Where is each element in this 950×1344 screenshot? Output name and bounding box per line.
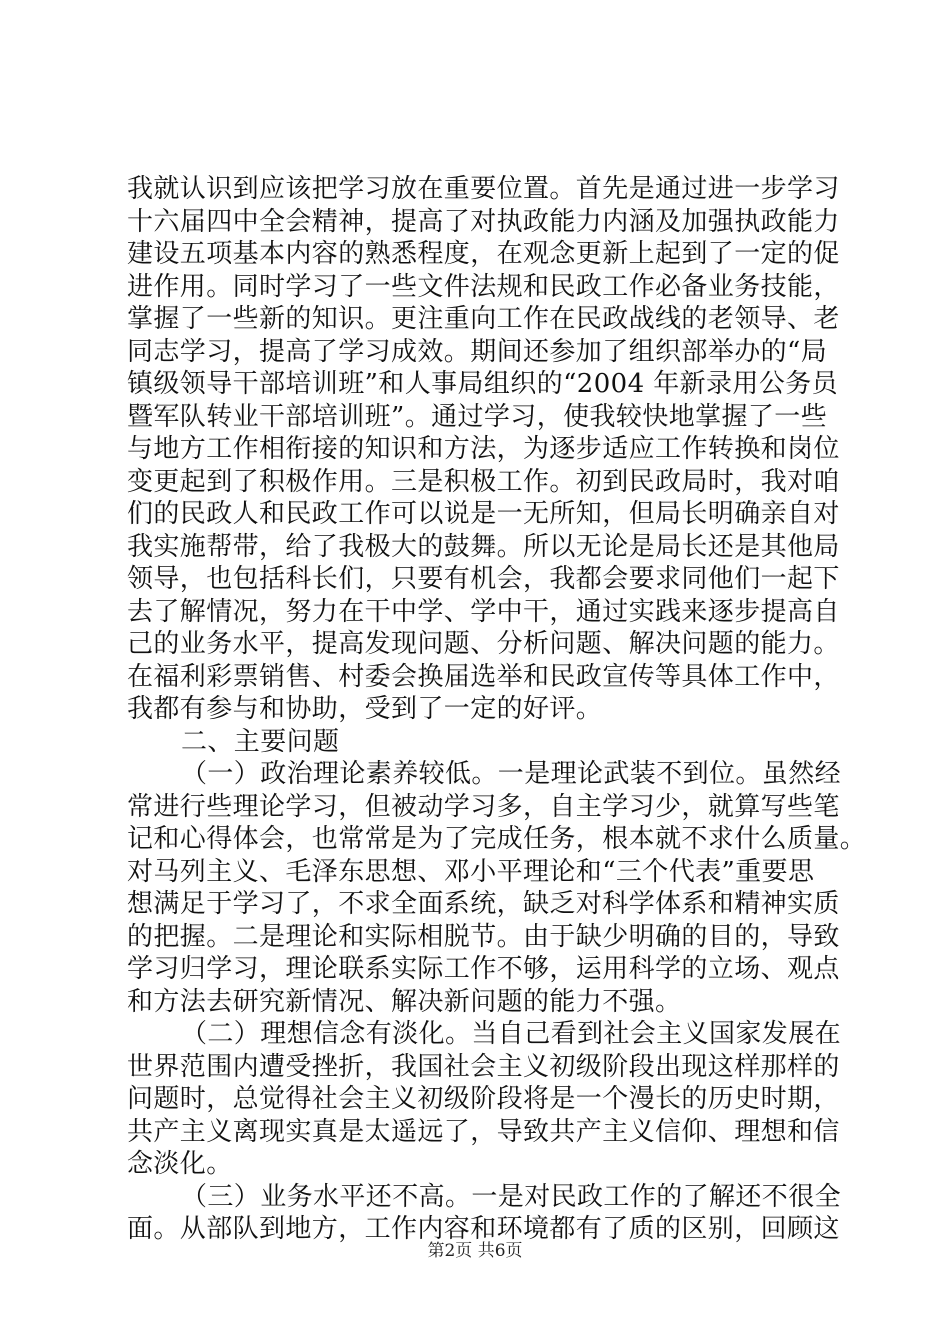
text-line: 的把握。二是理论和实际相脱节。由于缺少明确的目的，导致 (127, 921, 840, 952)
text-line: 我就认识到应该把学习放在重要位置。首先是通过进一步学习 (127, 174, 840, 204)
text-line: 共产主义离现实真是太遥远了，导致共产主义信仰、理想和信 (127, 1116, 840, 1147)
text-line: 我都有参与和协助，受到了一定的好评。 (127, 694, 603, 724)
text-line: 面。从部队到地方，工作内容和环境都有了质的区别，回顾这 (127, 1214, 840, 1244)
text-line: 我实施帮带，给了我极大的鼓舞。所以无论是局长还是其他局 (127, 531, 840, 562)
paragraph-start-line: （三）业务水平还不高。一是对民政工作的了解还不很全 (181, 1181, 842, 1212)
text-line: 同志学习，提高了学习成效。期间还参加了组织部举办的“局 (127, 336, 828, 367)
text-line: 和方法去研究新情况、解决新问题的能力不强。 (127, 986, 682, 1017)
text-line: 世界范围内遭受挫折，我国社会主义初级阶段出现这样那样的 (127, 1051, 840, 1082)
text-line: 变更起到了积极作用。三是积极工作。初到民政局时，我对咱 (127, 466, 840, 497)
text-line: 领导，也包括科长们，只要有机会，我都会要求同他们一起下 (127, 564, 840, 594)
text-line: 掌握了一些新的知识。更注重向工作在民政战线的老领导、老 (127, 304, 840, 334)
text-line: 念淡化。 (127, 1149, 233, 1179)
text-line: 常进行些理论学习，但被动学习多，自主学习少，就算写些笔 (127, 791, 840, 822)
paragraph-start-line: （一）政治理论素养较低。一是理论武装不到位。虽然经 (181, 759, 842, 789)
text-line: 们的民政人和民政工作可以说是一无所知，但局长明确亲自对 (127, 499, 840, 529)
text-line: 暨军队转业干部培训班”。通过学习，使我较快地掌握了一些 (127, 401, 828, 432)
text-line: 十六届四中全会精神，提高了对执政能力内涵及加强执政能力 (127, 206, 840, 237)
section-heading: 二、主要问题 (181, 726, 340, 757)
text-line: 建设五项基本内容的熟悉程度，在观念更新上起到了一定的促 (127, 239, 840, 269)
text-line: 对马列主义、毛泽东思想、邓小平理论和“三个代表”重要思 (127, 856, 815, 887)
text-line: 进作用。同时学习了一些文件法规和民政工作必备业务技能， (127, 271, 840, 302)
text-line: 去了解情况，努力在干中学、学中干，通过实践来逐步提高自 (127, 596, 840, 627)
page-number-footer: 第2页 共6页 (427, 1241, 523, 1261)
text-line: 与地方工作相衔接的知识和方法，为逐步适应工作转换和岗位 (127, 434, 840, 464)
text-line: 在福利彩票销售、村委会换届选举和民政宣传等具体工作中， (127, 661, 840, 692)
paragraph-start-line: （二）理想信念有淡化。当自己看到社会主义国家发展在 (181, 1019, 842, 1049)
text-line: 镇级领导干部培训班”和人事局组织的“2004 年新录用公务员 (127, 369, 839, 399)
text-line: 学习归学习，理论联系实际工作不够，运用科学的立场、观点 (127, 954, 840, 984)
text-line: 想满足于学习了，不求全面系统，缺乏对科学体系和精神实质 (127, 889, 840, 919)
document-body (127, 173, 867, 1246)
text-line: 己的业务水平，提高发现问题、分析问题、解决问题的能力。 (127, 629, 840, 659)
text-line: 问题时，总觉得社会主义初级阶段将是一个漫长的历史时期， (127, 1084, 840, 1114)
text-line: 记和心得体会，也常常是为了完成任务，根本就不求什么质量。 (127, 824, 867, 854)
